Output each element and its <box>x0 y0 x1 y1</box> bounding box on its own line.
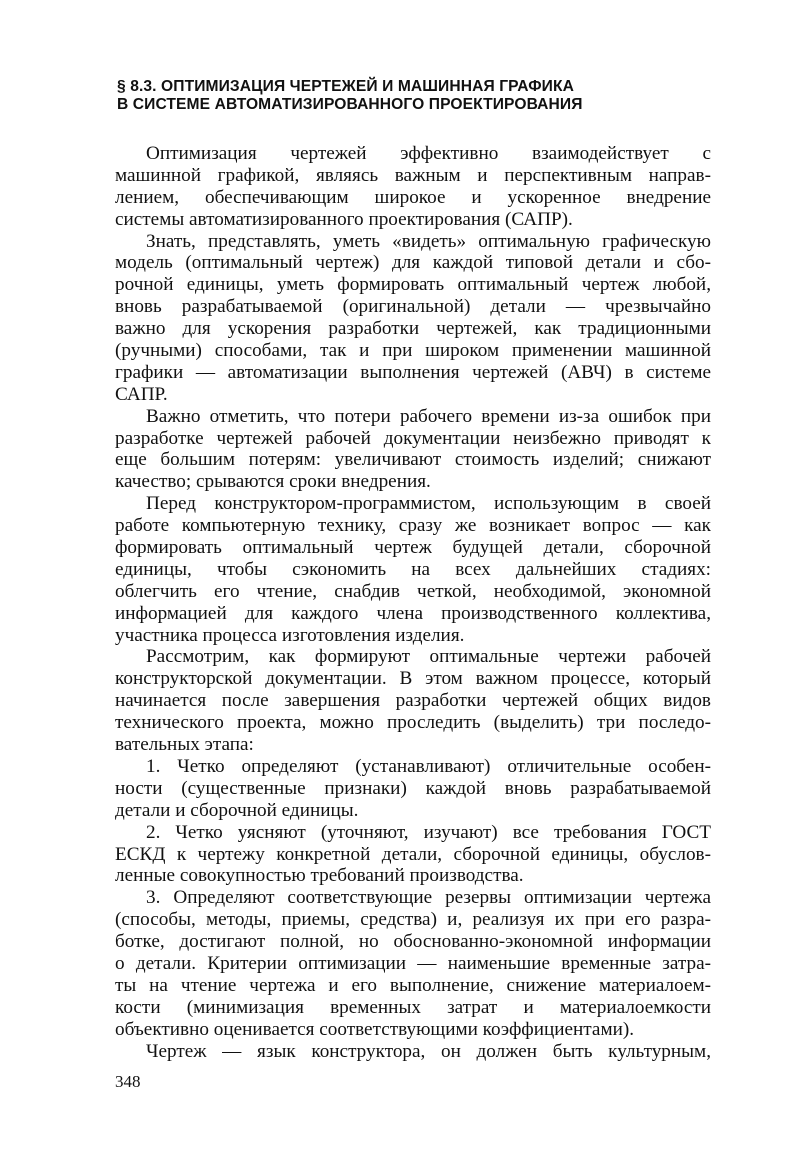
text-line: формировать оптимальный чертеж будущей детали, сборочной <box>115 537 711 559</box>
text-line: 3. Определяют соответствующие резервы оптимизации чертежа <box>146 887 711 909</box>
text-line: 2. Четко уясняют (уточняют, изучают) все требования ГОСТ <box>146 821 711 843</box>
text-line: облегчить его чтение, снабдив четкой, необходимой, экономной <box>115 580 711 602</box>
text-line: ты на чтение чертежа и его выполнение, снижение материалоем- <box>115 974 711 996</box>
text-line: еще большим потерям: увеличивают стоимость изделий; снижают <box>115 449 711 471</box>
text-line: Знать, представлять, уметь «видеть» оптимальную графическую <box>146 230 711 252</box>
page-number: 348 <box>115 1072 141 1091</box>
text-line: ЕСКД к чертежу конкретной детали, сборочной единицы, обуслов- <box>115 843 711 865</box>
text-line: Рассмотрим, как формируют оптимальные чертежи рабочей <box>146 646 711 668</box>
text-line: важно для ускорения разработки чертежей, как традиционными <box>115 318 711 340</box>
text-line: детали и сборочной единицы. <box>115 799 359 821</box>
text-line: начинается после завершения разработки чертежей общих видов <box>115 690 711 712</box>
paragraph <box>115 822 711 888</box>
heading-line: В СИСТЕМЕ АВТОМАТИЗИРОВАННОГО ПРОЕКТИРОВАНИЯ <box>117 96 583 113</box>
text-line: Важно отметить, что потери рабочего времени из-за ошибок при <box>146 405 711 427</box>
text-line: разработке чертежей рабочей документации неизбежно приводят к <box>115 427 711 449</box>
paragraph <box>115 756 711 822</box>
text-line: технического проекта, можно проследить (выделить) три последо- <box>115 712 711 734</box>
paragraph <box>115 143 711 231</box>
text-line: вательных этапа: <box>115 734 254 756</box>
paragraph <box>115 231 711 406</box>
text-line: Чертеж — язык конструктора, он должен быть культурным, <box>146 1040 711 1062</box>
text-line: качество; срываются сроки внедрения. <box>115 471 431 493</box>
paragraph <box>115 887 711 1040</box>
text-line: САПР. <box>115 383 168 405</box>
text-line: (ручными) способами, так и при широком применении машинной <box>115 340 711 362</box>
text-line: 1. Четко определяют (устанавливают) отличительные особен- <box>146 755 711 777</box>
text-line: Перед конструктором-программистом, использующим в своей <box>146 493 711 515</box>
body-text <box>115 143 711 1062</box>
text-line: работе компьютерную технику, сразу же возникает вопрос — как <box>115 515 711 537</box>
text-line: о детали. Критерии оптимизации — наименьшие временные затра- <box>115 952 711 974</box>
text-line: модель (оптимальный чертеж) для каждой типовой детали и сбо- <box>115 252 711 274</box>
heading-line: § 8.3. ОПТИМИЗАЦИЯ ЧЕРТЕЖЕЙ И МАШИННАЯ ГРАФИКА <box>117 78 574 95</box>
text-line: информацией для каждого члена производственного коллектива, <box>115 602 711 624</box>
paragraph <box>115 406 711 494</box>
text-line: Оптимизация чертежей эффективно взаимодействует с <box>146 143 711 164</box>
text-line: (способы, методы, приемы, средства) и, реализуя их при его разра- <box>115 909 711 931</box>
text-line: конструкторской документации. В этом важном процессе, который <box>115 668 711 690</box>
section-heading <box>117 78 717 114</box>
text-line: машинной графикой, являясь важным и перспективным направ- <box>115 164 711 186</box>
text-line: участника процесса изготовления изделия. <box>115 624 465 646</box>
paragraph <box>115 493 711 646</box>
text-line: объективно оценивается соответствующими коэффициентами). <box>115 1018 635 1040</box>
text-line: системы автоматизированного проектирования (САПР). <box>115 208 573 230</box>
text-line: ботке, достигают полной, но обоснованно-экономной информации <box>115 931 711 953</box>
text-line: лением, обеспечивающим широкое и ускоренное внедрение <box>115 186 711 208</box>
paragraph <box>115 1041 711 1063</box>
text-line: вновь разрабатываемой (оригинальной) детали — чрезвычайно <box>115 296 711 318</box>
text-line: ности (существенные признаки) каждой вновь разрабатываемой <box>115 777 711 799</box>
paragraph <box>115 646 711 755</box>
text-line: ленные совокупностью требований производства. <box>115 865 524 887</box>
text-line: кости (минимизация временных затрат и материалоемкости <box>115 996 711 1018</box>
text-line: рочной единицы, уметь формировать оптимальный чертеж любой, <box>115 274 711 296</box>
text-line: графики — автоматизации выполнения чертежей (АВЧ) в системе <box>115 361 711 383</box>
text-line: единицы, чтобы сэкономить на всех дальнейших стадиях: <box>115 558 711 580</box>
